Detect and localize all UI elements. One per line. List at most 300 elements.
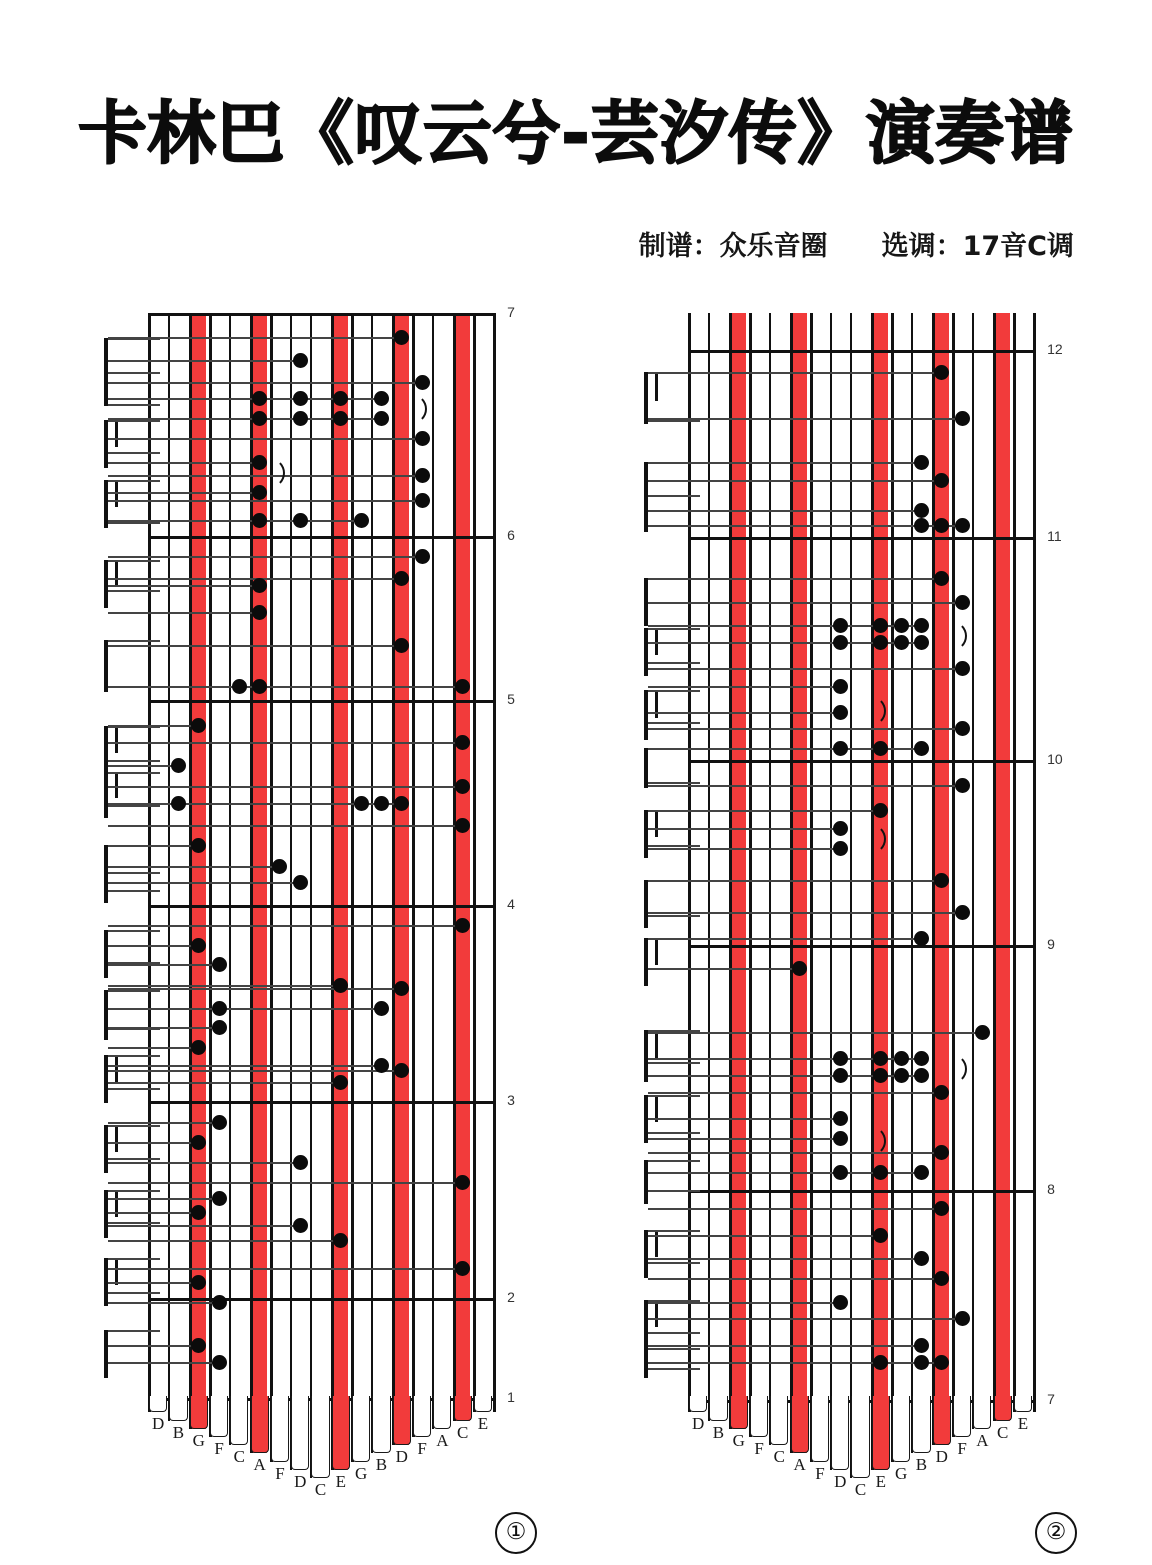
note-dot[interactable] [455,679,470,694]
note-guide-line [108,825,463,827]
tine-line-15 [993,313,996,1421]
tine-key-B-1[interactable] [709,1396,727,1421]
tine-key-F-13[interactable] [413,1396,431,1437]
tine-line-17 [1033,313,1036,1412]
note-dot[interactable] [955,595,970,610]
note-dot[interactable] [394,638,409,653]
note-dot[interactable] [833,1295,848,1310]
note-dot[interactable] [293,1218,308,1233]
note-guide-line [108,1362,219,1364]
note-dot[interactable] [914,635,929,650]
note-dot[interactable] [191,838,206,853]
tine-label-4: C [773,1447,786,1467]
note-dot[interactable] [374,411,389,426]
note-guide-line [108,1212,199,1214]
tine-key-B-1[interactable] [169,1396,187,1421]
tine-key-G-2[interactable] [190,1396,208,1429]
note-dot[interactable] [415,493,430,508]
note-dot[interactable] [293,513,308,528]
note-dot[interactable] [293,1155,308,1170]
note-dot[interactable] [955,518,970,533]
note-dot[interactable] [955,721,970,736]
tine-key-A-5[interactable] [251,1396,269,1453]
rhythm-stem [104,1125,108,1173]
note-guide-line [648,880,942,882]
note-dot[interactable] [394,796,409,811]
tine-label-3: F [754,1439,764,1458]
note-guide-line [648,968,800,970]
note-dot[interactable] [894,1051,909,1066]
tine-key-F-3[interactable] [210,1396,228,1437]
note-guide-line [108,882,300,884]
note-dot[interactable] [833,705,848,720]
note-guide-line [108,1182,463,1184]
tine-key-F-3[interactable] [750,1396,768,1437]
note-dot[interactable] [934,1271,949,1286]
note-dot[interactable] [191,1275,206,1290]
tine-line-0 [688,313,691,1412]
note-dot[interactable] [212,1115,227,1130]
note-dot[interactable] [934,873,949,888]
note-guide-line [108,475,422,477]
note-dot[interactable] [252,391,267,406]
note-dot[interactable] [833,821,848,836]
note-dot[interactable] [212,1191,227,1206]
tine-label-7: D [834,1471,847,1491]
tine-key-D-0[interactable] [689,1396,707,1412]
tine-label-6: F [275,1463,285,1483]
note-dot[interactable] [833,1111,848,1126]
note-guide-line [108,1142,199,1144]
rhythm-beam [108,1125,160,1127]
tine-key-D-0[interactable] [149,1396,167,1412]
note-dot[interactable] [252,485,267,500]
note-guide-line [108,945,199,947]
note-guide-line [108,1082,341,1084]
measure-line [688,945,1033,948]
tine-key-C-8[interactable] [851,1396,869,1478]
note-guide-line [108,988,402,990]
note-dot[interactable] [374,796,389,811]
slur-mark [410,394,427,424]
tine-line-7 [830,313,832,1470]
note-dot[interactable] [252,455,267,470]
note-guide-line [648,1362,942,1364]
rhythm-flag [655,940,658,965]
tine-line-9 [871,313,874,1470]
measure-number: 3 [507,1092,515,1108]
rhythm-beam [648,1190,700,1192]
note-dot[interactable] [455,735,470,750]
measure-line [148,700,493,703]
note-guide-line [108,382,422,384]
note-guide-line [108,765,178,767]
note-dot[interactable] [833,741,848,756]
tine-key-D-7[interactable] [831,1396,849,1470]
note-guide-line [108,1198,219,1200]
note-guide-line [648,372,942,374]
note-dot[interactable] [873,1165,888,1180]
tine-label-14: A [436,1430,449,1450]
measure-number: 6 [507,527,515,543]
tine-label-13: F [957,1439,967,1458]
note-guide-line [108,492,260,494]
note-dot[interactable] [374,1001,389,1016]
note-dot[interactable] [394,1063,409,1078]
measure-line [148,905,493,908]
tine-label-13: F [417,1439,427,1458]
tine-label-12: D [935,1447,948,1467]
note-dot[interactable] [212,957,227,972]
note-dot[interactable] [455,1175,470,1190]
note-guide-line [108,1268,463,1270]
measure-line [688,350,1033,353]
rhythm-beam [108,890,160,892]
measure-number: 7 [1047,1391,1055,1407]
rhythm-beam [108,404,160,406]
note-dot[interactable] [934,1201,949,1216]
rhythm-stem [644,1300,648,1348]
note-dot[interactable] [934,1085,949,1100]
note-dot[interactable] [873,1051,888,1066]
note-guide-line [648,1138,840,1140]
tine-key-C-15[interactable] [454,1396,472,1421]
note-dot[interactable] [873,803,888,818]
tine-line-17 [493,313,496,1412]
note-dot[interactable] [955,778,970,793]
note-dot[interactable] [914,741,929,756]
measure-line [688,760,1033,763]
tine-highlight-C [995,313,1010,1421]
tine-line-16 [473,313,476,1412]
tine-label-9: E [335,1471,347,1491]
note-dot[interactable] [415,468,430,483]
tine-key-F-13[interactable] [953,1396,971,1437]
note-guide-line [108,925,463,927]
note-dot[interactable] [914,1068,929,1083]
rhythm-flag [115,482,118,507]
note-dot[interactable] [415,431,430,446]
note-dot[interactable] [394,571,409,586]
tine-label-8: C [854,1480,867,1499]
rhythm-beam [108,1190,160,1192]
tine-key-E-16[interactable] [1014,1396,1032,1412]
note-dot[interactable] [191,1205,206,1220]
note-dot[interactable] [833,1165,848,1180]
tine-label-0: D [692,1414,705,1434]
note-dot[interactable] [191,1040,206,1055]
tine-line-4 [229,313,231,1445]
page-mark: ② [1035,1512,1077,1554]
rhythm-beam [108,1222,160,1224]
tine-label-15: C [996,1422,1009,1442]
note-dot[interactable] [894,1068,909,1083]
tine-key-F-6[interactable] [271,1396,289,1462]
note-guide-line [648,1278,942,1280]
note-dot[interactable] [833,1068,848,1083]
note-guide-line [108,1240,341,1242]
note-dot[interactable] [252,513,267,528]
note-dot[interactable] [191,1135,206,1150]
tine-key-B-11[interactable] [372,1396,390,1453]
note-dot[interactable] [191,938,206,953]
rhythm-beam [648,1132,700,1134]
note-dot[interactable] [914,618,929,633]
note-dot[interactable] [374,1058,389,1073]
note-dot[interactable] [833,679,848,694]
tine-key-F-6[interactable] [811,1396,829,1462]
note-dot[interactable] [914,503,929,518]
note-dot[interactable] [455,918,470,933]
note-dot[interactable] [934,518,949,533]
note-dot[interactable] [934,1355,949,1370]
note-dot[interactable] [873,1068,888,1083]
measure-number: 7 [507,304,515,320]
note-guide-line [108,337,402,339]
note-guide-line [108,742,463,744]
note-guide-line [108,1162,300,1164]
note-dot[interactable] [833,1131,848,1146]
note-guide-line [108,438,422,440]
slur-mark [268,458,285,488]
note-dot[interactable] [894,635,909,650]
tine-key-A-5[interactable] [791,1396,809,1453]
rhythm-beam [648,690,700,692]
note-dot[interactable] [833,841,848,856]
rhythm-beam [108,990,160,992]
note-dot[interactable] [914,1251,929,1266]
note-dot[interactable] [934,1145,949,1160]
note-dot[interactable] [354,513,369,528]
tine-key-E-9[interactable] [872,1396,890,1470]
note-dot[interactable] [252,578,267,593]
note-dot[interactable] [873,635,888,650]
note-dot[interactable] [833,1051,848,1066]
rhythm-stem [104,772,108,818]
tine-key-D-12[interactable] [393,1396,411,1445]
tine-key-C-4[interactable] [230,1396,248,1445]
tine-line-11 [371,313,373,1453]
note-dot[interactable] [914,1338,929,1353]
note-dot[interactable] [212,1355,227,1370]
note-dot[interactable] [333,978,348,993]
note-dot[interactable] [293,411,308,426]
rhythm-beam [648,1368,700,1370]
tine-line-13 [952,313,955,1437]
rhythm-beam [648,1095,700,1097]
note-guide-line [648,1032,982,1034]
note-dot[interactable] [252,411,267,426]
note-guide-line [648,578,942,580]
measure-number: 11 [1047,528,1062,544]
note-dot[interactable] [455,818,470,833]
rhythm-beam [648,1230,700,1232]
tine-label-16: E [1017,1414,1029,1434]
rhythm-beam [648,1160,700,1162]
note-dot[interactable] [873,618,888,633]
note-dot[interactable] [293,353,308,368]
note-dot[interactable] [955,411,970,426]
tine-key-D-12[interactable] [933,1396,951,1445]
tine-label-8: C [314,1480,327,1499]
note-dot[interactable] [873,1355,888,1370]
tine-key-G-10[interactable] [892,1396,910,1462]
note-dot[interactable] [415,375,430,390]
note-guide-line [648,418,962,420]
note-dot[interactable] [394,330,409,345]
tine-label-7: D [294,1471,307,1491]
rhythm-flag [115,422,118,447]
rhythm-beam [108,760,160,762]
note-dot[interactable] [873,1228,888,1243]
tine-key-C-8[interactable] [311,1396,329,1478]
tine-key-E-9[interactable] [332,1396,350,1470]
tine-key-G-10[interactable] [352,1396,370,1462]
tine-label-1: B [172,1422,185,1442]
measure-line [688,537,1033,540]
note-dot[interactable] [171,796,186,811]
note-dot[interactable] [833,618,848,633]
rhythm-stem [104,1055,108,1103]
rhythm-beam [108,1088,160,1090]
measure-number: 5 [507,691,515,707]
tine-key-D-7[interactable] [291,1396,309,1470]
note-guide-line [108,686,463,688]
note-dot[interactable] [955,1311,970,1326]
note-guide-line [108,462,260,464]
note-guide-line [648,810,881,812]
note-dot[interactable] [415,549,430,564]
measure-number: 9 [1047,936,1055,952]
note-dot[interactable] [455,1261,470,1276]
note-dot[interactable] [394,981,409,996]
rhythm-beam [108,480,160,482]
note-dot[interactable] [914,1165,929,1180]
measure-number: 8 [1047,1181,1055,1197]
note-dot[interactable] [873,741,888,756]
note-dot[interactable] [333,1233,348,1248]
tine-label-0: D [152,1414,165,1434]
note-dot[interactable] [354,796,369,811]
note-guide-line [648,668,962,670]
rhythm-stem [104,845,108,903]
note-guide-line [108,500,422,502]
note-dot[interactable] [914,1355,929,1370]
rhythm-flag [115,728,118,753]
note-dot[interactable] [252,605,267,620]
tine-line-5 [790,313,793,1453]
note-dot[interactable] [212,1020,227,1035]
note-dot[interactable] [232,679,247,694]
note-guide-line [648,1208,942,1210]
note-dot[interactable] [955,661,970,676]
rhythm-beam [648,420,700,422]
rhythm-stem [104,726,108,774]
tine-key-B-11[interactable] [912,1396,930,1453]
note-dot[interactable] [914,518,929,533]
tine-key-G-2[interactable] [730,1396,748,1429]
rhythm-stem [104,640,108,692]
note-dot[interactable] [293,391,308,406]
note-guide-line [108,645,402,647]
tine-key-C-15[interactable] [994,1396,1012,1421]
note-dot[interactable] [333,1075,348,1090]
note-guide-line [108,612,260,614]
tine-key-C-4[interactable] [770,1396,788,1445]
measure-line [148,313,493,316]
note-guide-line [648,1318,962,1320]
measure-number: 4 [507,896,515,912]
note-dot[interactable] [272,859,287,874]
note-guide-line [648,1092,942,1094]
note-dot[interactable] [455,779,470,794]
note-guide-line [108,1027,219,1029]
note-dot[interactable] [333,411,348,426]
note-dot[interactable] [955,905,970,920]
rhythm-beam [648,845,700,847]
note-dot[interactable] [934,571,949,586]
note-guide-line [648,848,840,850]
note-dot[interactable] [792,961,807,976]
note-dot[interactable] [191,718,206,733]
note-dot[interactable] [252,679,267,694]
page-subtitle: 制谱：众乐音圈 选调：17音C调 [638,231,1074,262]
note-dot[interactable] [914,931,929,946]
note-dot[interactable] [914,455,929,470]
tine-key-A-14[interactable] [973,1396,991,1429]
rhythm-beam [648,722,700,724]
tine-highlight-C [455,313,470,1421]
note-dot[interactable] [914,1051,929,1066]
note-guide-line [648,728,962,730]
note-dot[interactable] [212,1001,227,1016]
note-guide-line [108,1008,381,1010]
note-dot[interactable] [833,635,848,650]
note-dot[interactable] [374,391,389,406]
staff-1 [96,0,536,1544]
rhythm-stem [644,690,648,740]
rhythm-beam [108,452,160,454]
note-dot[interactable] [934,473,949,488]
measure-line [148,1298,493,1301]
note-guide-line [648,1118,840,1120]
note-guide-line [108,520,361,522]
tine-line-3 [749,313,752,1437]
note-guide-line [108,585,260,587]
note-dot[interactable] [293,875,308,890]
rhythm-flag [655,692,658,718]
note-dot[interactable] [975,1025,990,1040]
note-guide-line [648,480,942,482]
note-guide-line [648,912,962,914]
tine-key-A-14[interactable] [433,1396,451,1429]
rhythm-beam [648,1262,700,1264]
tine-line-8 [850,313,852,1478]
tine-line-14 [972,313,974,1429]
note-dot[interactable] [333,391,348,406]
note-dot[interactable] [934,365,949,380]
note-dot[interactable] [212,1295,227,1310]
rhythm-flag [115,1127,118,1152]
tine-label-2: G [732,1430,745,1450]
note-dot[interactable] [191,1338,206,1353]
note-guide-line [648,785,962,787]
note-dot[interactable] [171,758,186,773]
note-guide-line [648,510,921,512]
tine-key-E-16[interactable] [474,1396,492,1412]
note-guide-line [108,1282,199,1284]
note-dot[interactable] [894,618,909,633]
